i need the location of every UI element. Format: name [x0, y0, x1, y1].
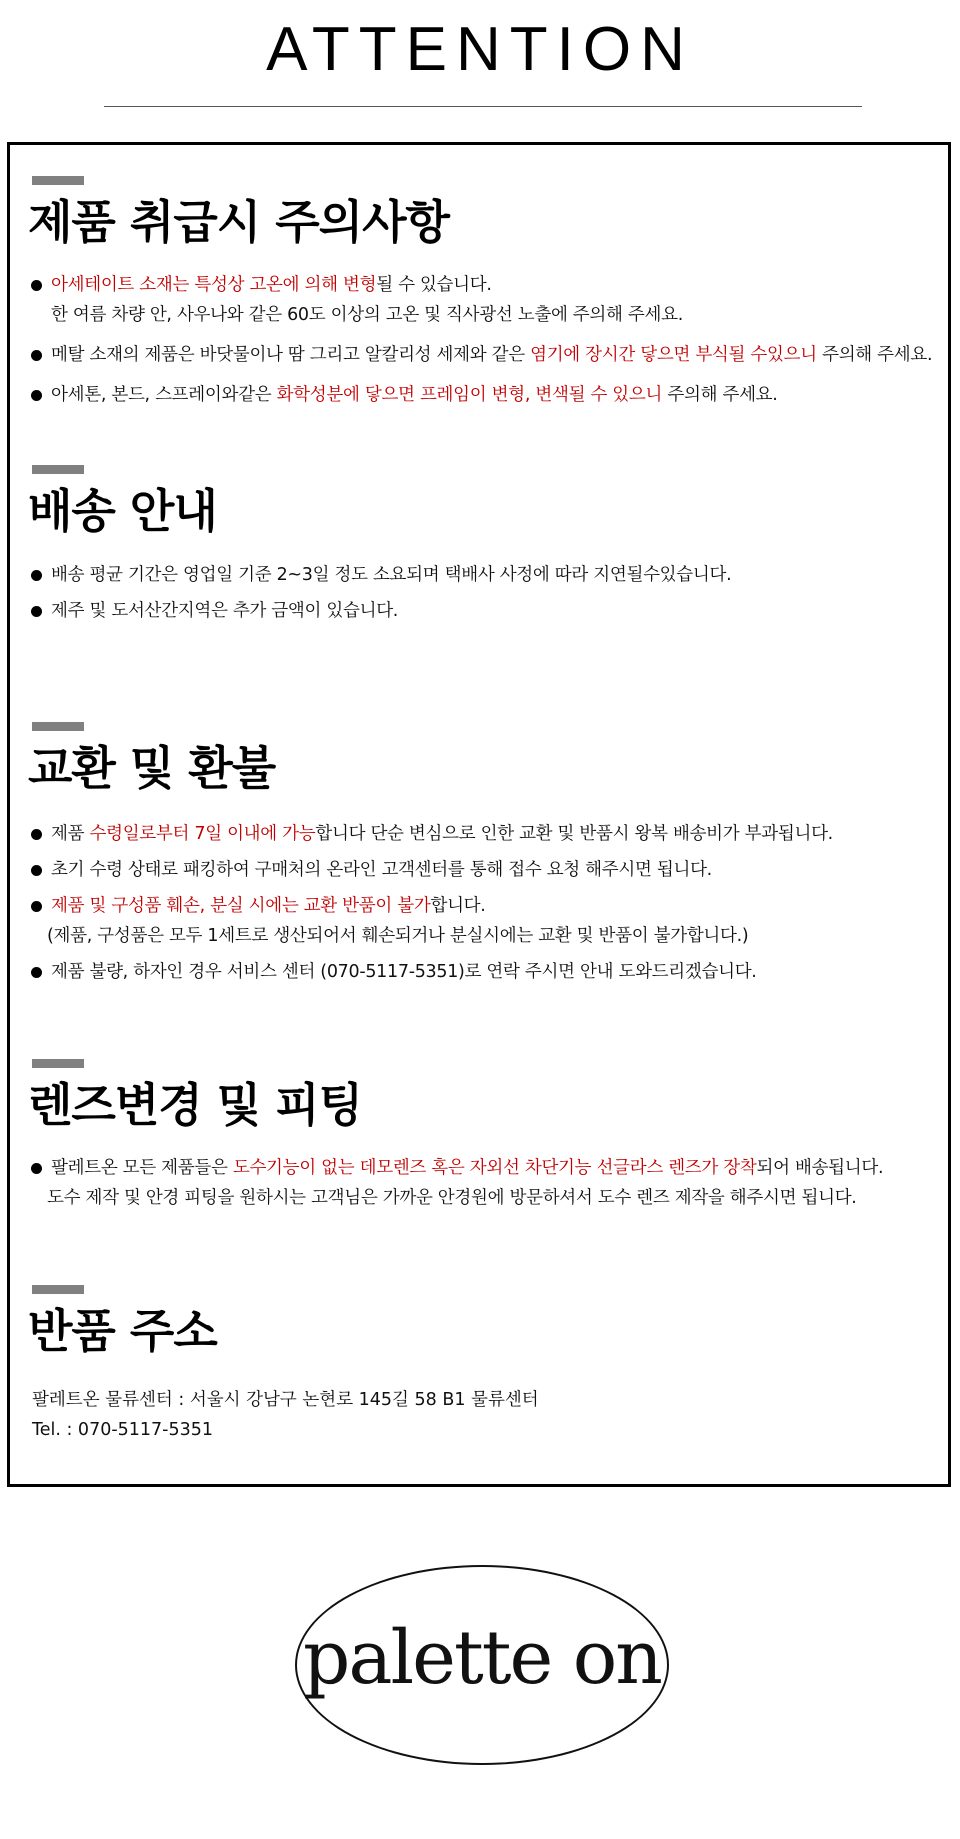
- bullet-icon: [31, 1163, 42, 1174]
- item-text: [51, 385, 778, 405]
- notice-box: [7, 142, 951, 1487]
- text-run: 메탈 소재의 제품은 바닷물이나 땀 그리고 알칼리성 세제와 같은: [51, 345, 531, 365]
- highlight-text: 도수기능이 없는 데모렌즈 혹은 자외선 차단기능 선글라스 렌즈가 장착: [232, 1158, 757, 1178]
- text-run: 될 수 있습니다.: [376, 275, 492, 295]
- bullet-icon: [31, 865, 42, 876]
- item-text-continued: 도수 제작 및 안경 피팅을 원하시는 고객님은 가까운 안경원에 방문하셔서 도수 렌즈 제작을 해주시면 됩니다.: [47, 1188, 857, 1208]
- highlight-text: 화학성분에 닿으면 프레임이 변형, 변색될 수 있으니: [276, 385, 663, 405]
- item-text: [51, 275, 492, 295]
- list-item: [30, 340, 938, 370]
- brand-logo: [295, 1565, 669, 1765]
- section-title: 반품 주소: [28, 1304, 217, 1358]
- section-marker: [32, 1059, 84, 1068]
- text-run: 주의해 주세요.: [662, 385, 778, 405]
- highlight-text: 제품 및 구성품 훼손, 분실 시에는 교환 반품이 불가: [51, 896, 431, 916]
- text-run: 합니다 단순 변심으로 인한 교환 및 반품시 왕복 배송비가 부과됩니다.: [315, 824, 833, 844]
- item-text-continued: (제품, 구성품은 모두 1세트로 생산되어서 훼손되거나 분실시에는 교환 및 반품이 불가합니다.): [47, 926, 749, 946]
- list-item: [30, 819, 938, 849]
- return-address: 팔레트온 물류센터 : 서울시 강남구 논현로 145길 58 B1 물류센터: [32, 1390, 539, 1410]
- bullet-icon: [31, 901, 42, 912]
- list-item: [30, 270, 938, 330]
- item-text: [51, 1158, 883, 1178]
- item-text: [51, 565, 731, 585]
- item-list: [30, 270, 938, 410]
- section-title: 교환 및 환불: [28, 741, 276, 795]
- text-run: 배송 평균 기간은 영업일 기준 2~3일 정도 소요되며 택배사 사정에 따라 지연될수있습니다.: [51, 565, 732, 585]
- highlight-text: 염기에 장시간 닿으면 부식될 수있으니: [530, 345, 817, 365]
- text-run: 초기 수령 상태로 패킹하여 구매처의 온라인 고객센터를 통해 접수 요청 해주시면 됩니다.: [51, 860, 712, 880]
- text-run: 제주 및 도서산간지역은 추가 금액이 있습니다.: [51, 601, 399, 621]
- text-run: 제품: [51, 824, 90, 844]
- section-title: 배송 안내: [28, 484, 217, 538]
- item-text: [51, 860, 712, 880]
- highlight-text: 수령일로부터 7일 이내에 가능: [89, 824, 316, 844]
- bullet-icon: [31, 280, 42, 291]
- section-marker: [32, 722, 84, 731]
- item-list: [30, 560, 938, 626]
- text-run: 제품 불량, 하자인 경우 서비스 센터 (070-5117-5351)로 연락 주시면 안내 도와드리겠습니다.: [51, 962, 757, 982]
- section-title: 렌즈변경 및 피팅: [28, 1078, 363, 1132]
- item-list: [30, 819, 938, 987]
- list-item: [30, 596, 938, 626]
- item-text: [51, 962, 757, 982]
- bullet-icon: [31, 570, 42, 581]
- section-marker: [32, 465, 84, 474]
- bullet-icon: [31, 606, 42, 617]
- text-run: 팔레트온 모든 제품들은: [51, 1158, 233, 1178]
- text-run: 되어 배송됩니다.: [756, 1158, 884, 1178]
- list-item: [30, 380, 938, 410]
- item-text: [51, 824, 833, 844]
- bullet-icon: [31, 390, 42, 401]
- list-item: [30, 560, 938, 590]
- logo-wordmark: palette on: [303, 1615, 661, 1701]
- list-item: [30, 1153, 938, 1213]
- item-list: [30, 1153, 938, 1213]
- highlight-text: 아세테이트 소재는 특성상 고온에 의해 변형: [51, 275, 377, 295]
- bullet-icon: [31, 350, 42, 361]
- text-run: 합니다.: [430, 896, 486, 916]
- section-marker: [32, 176, 84, 185]
- list-item: [30, 957, 938, 987]
- list-item: [30, 891, 938, 951]
- item-text: [51, 345, 932, 365]
- section-title: 제품 취급시 주의사항: [28, 195, 449, 249]
- section-marker: [32, 1285, 84, 1294]
- text-run: 아세톤, 본드, 스프레이와같은: [51, 385, 277, 405]
- bullet-icon: [31, 829, 42, 840]
- page-title: ATTENTION: [266, 15, 694, 84]
- bullet-icon: [31, 967, 42, 978]
- item-text-continued: 한 여름 차량 안, 사우나와 같은 60도 이상의 고온 및 직사광선 노출에 주의해 주세요.: [51, 305, 683, 325]
- list-item: [30, 855, 938, 885]
- text-run: 주의해 주세요.: [816, 345, 933, 365]
- item-text: [51, 896, 486, 916]
- item-text: [51, 601, 398, 621]
- return-tel: Tel. : 070-5117-5351: [32, 1420, 214, 1440]
- header-divider: [104, 106, 862, 107]
